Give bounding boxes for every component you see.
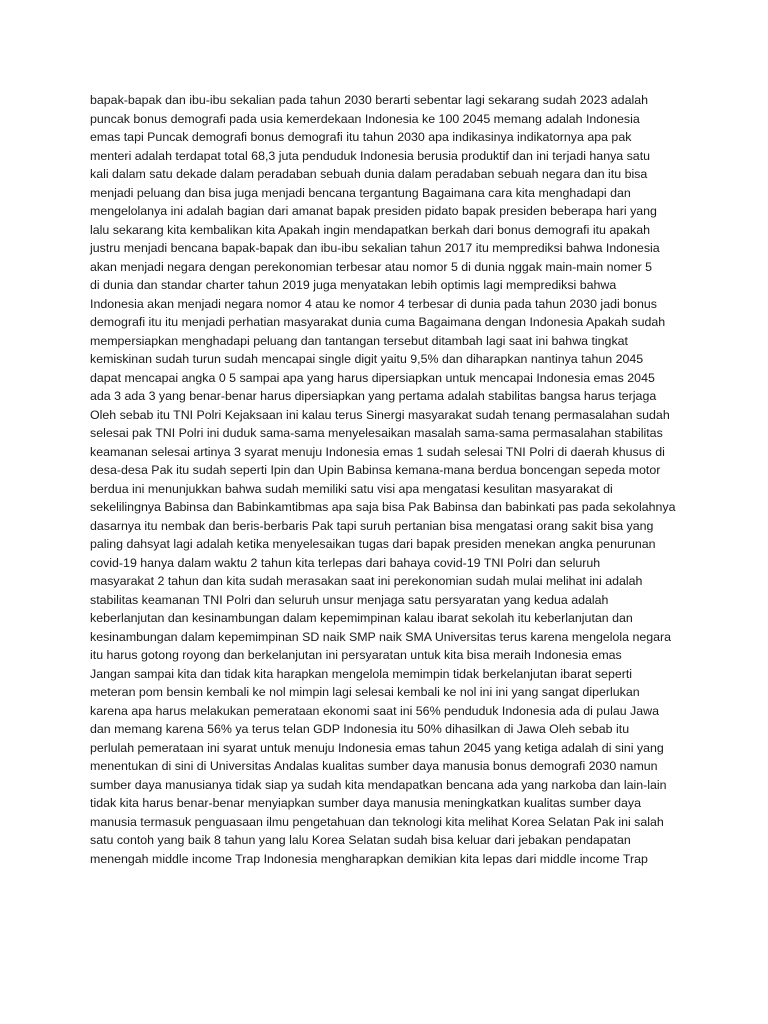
body-paragraph: bapak-bapak dan ibu-ibu sekalian pada tahun 2030 berarti sebentar lagi sekarang sudah 2023 adalah puncak bonus demografi pada usia kemerdekaan Indonesia ke 100 2045 memang adalah Indonesia emas tapi Puncak demografi bonus demografi itu tahun 2030 apa indikasinya indikatornya apa pak menteri adalah terdapat total 68,3 juta penduduk Indonesia berusia produktif dan ini terjadi hanya satu kali dalam satu dekade dalam peradaban sebuah dunia dalam peradaban sebuah negara dan itu bisa menjadi peluang dan bisa juga menjadi bencana tergantung Bagaimana cara kita menghadapi dan mengelolanya ini adalah bagian dari amanat bapak presiden pidato bapak presiden beberapa hari yang lalu sekarang kita kembalikan kita Apakah ingin mendapatkan berkah dari bonus demografi itu apakah justru menjadi bencana bapak-bapak dan ibu-ibu sekalian tahun 2017 itu memprediksi bahwa Indonesia akan menjadi negara dengan perekonomian terbesar atau nomor 5 di dunia nggak main-main nomer 5 di dunia dan standar charter tahun 2019 juga menyatakan lebih optimis lagi memprediksi bahwa Indonesia akan menjadi negara nomor 4 atau ke nomor 4 terbesar di dunia pada tahun 2030 jadi bonus demografi itu itu menjadi perhatian masyarakat dunia cuma Bagaimana dengan Indonesia Apakah sudah mempersiapkan menghadapi peluang dan tantangan tersebut ditambah lagi saat ini bahwa tingkat kemiskinan sudah turun sudah mencapai single digit yaitu 9,5% dan diharapkan nantinya tahun 2045 dapat mencapai angka 0 5 sampai apa yang harus dipersiapkan untuk mencapai Indonesia emas 2045 ada 3 ada 3 yang benar-benar harus dipersiapkan yang pertama adalah stabilitas bangsa harus terjaga Oleh sebab itu TNI Polri Kejaksaan ini kalau terus Sinergi masyarakat sudah tenang permasalahan sudah selesai pak TNI Polri ini duduk sama-sama menyelesaikan masalah sama-sama permasalahan stabilitas keamanan selesai artinya 3 syarat menuju Indonesia emas 1 sudah selesai TNI Polri di daerah khusus di desa-desa Pak itu sudah seperti Ipin dan Upin Babinsa kemana-mana berdua boncengan sepeda motor berdua ini menunjukkan bahwa sudah memiliki satu visi apa mengatasi kesulitan masyarakat di sekelilingnya Babinsa dan Babinkamtibmas apa saja bisa Pak Babinsa dan babinkati pas pada sekolahnya dasarnya itu nembak dan beris-berbaris Pak tapi suruh pertanian bisa mengatasi orang sakit bisa yang paling dahsyat lagi adalah ketika menyelesaikan tugas dari bapak presiden menekan angka penurunan covid-19 hanya dalam waktu 2 tahun kita terlepas dari bahaya covid-19 TNI Polri dan seluruh masyarakat 2 tahun dan kita sudah merasakan saat ini perekonomian sudah mulai melihat ini adalah stabilitas keamanan TNI Polri dan seluruh unsur menjaga satu persyaratan yang kedua adalah keberlanjutan dan kesinambungan dalam kepemimpinan kalau ibarat sekolah itu keberlanjutan dan kesinambungan dalam kepemimpinan SD naik SMP naik SMA Universitas terus karena mengelola negara itu harus gotong royong dan berkelanjutan ini persyaratan untuk kita bisa meraih Indonesia emas Jangan sampai kita dan tidak kita harapkan mengelola memimpin tidak berkelanjutan ibarat seperti meteran pom bensin kembali ke nol mimpin lagi selesai kembali ke nol ini ini yang sangat diperlukan karena apa harus melakukan pemerataan ekonomi saat ini 56% penduduk Indonesia ada di pulau Jawa dan memang karena 56% ya terus telan GDP Indonesia itu 50% dihasilkan di Jawa Oleh sebab itu perlulah pemerataan ini syarat untuk menuju Indonesia emas tahun 2045 yang ketiga adalah di sini yang menentukan di sini di Universitas Andalas kualitas sumber daya manusia bonus demografi 2030 namun sumber daya manusianya tidak siap ya sudah kita mendapatkan bencana ada yang narkoba dan lain-lain tidak kita harus benar-benar menyiapkan sumber daya manusia meningkatkan kualitas sumber daya manusia termasuk penguasaan ilmu pengetahuan dan teknologi kita melihat Korea Selatan Pak ini salah satu contoh yang baik 8 tahun yang lalu Korea Selatan sudah bisa keluar dari jebakan pendapatan menengah middle income Trap Indonesia mengharapkan demikian kita lepas dari middle income Trap	[90, 93, 676, 866]
